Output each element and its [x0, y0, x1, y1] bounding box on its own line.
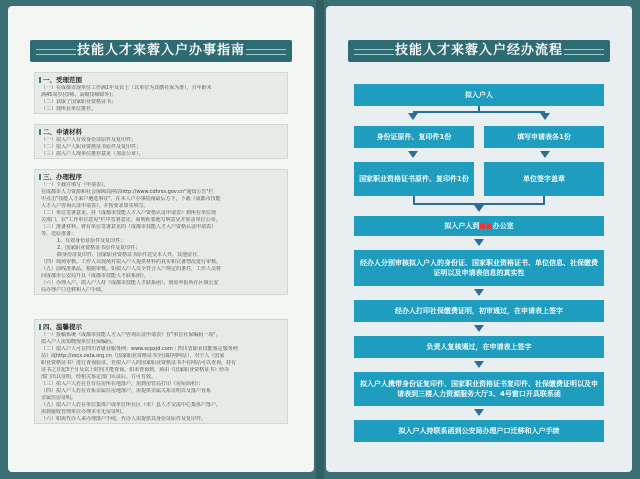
flow-arrow — [540, 151, 550, 158]
flow-step-text: 填写申请表各1份 — [517, 133, 571, 141]
section-line: （二）拟入户人可在四川省就业服务网：www.scpxjd.com｜四川省职业技能鉴定服务网 — [41, 346, 238, 352]
flow-step-text: 国家职业资格证书原件、复印件1份 — [359, 175, 469, 183]
decor-lines-left — [354, 49, 394, 55]
section-line: （三）现所在单位推荐。 — [41, 106, 97, 112]
section-line: （六）办理入户。拟入户人持《成都市技能人才联系函》，到原申报所在区域公安 — [41, 280, 219, 286]
section-marker — [39, 324, 41, 330]
section-marker — [39, 77, 41, 83]
section-line: （四）现场审核。工作人员现场对拟入户人提供材料的真实和完备情况进行审核。 — [41, 259, 222, 265]
flow-step-text: 拟入户人 — [465, 91, 493, 99]
flow-arrow — [540, 113, 550, 120]
flow-arrow — [408, 113, 418, 120]
section-line: 站）或http://zscx.osta.org.cn（国家职业资格证书全国联网网站），对个人《国家 — [41, 353, 225, 359]
section-line: （五）拟入户人若在单位集体户或单位所在区（市）县人才交流中心集体户落户， — [41, 402, 222, 408]
section-line: （三）拟入户人现单位推荐意见（加盖公章）。 — [41, 151, 144, 157]
section-line: 拟入户人需知晓现单位社保编码。 — [41, 339, 117, 345]
section-line: 中点击"技能人才来户遴选事宜"，在本人户办事指南最后方下，下载《成都市技能 — [41, 196, 221, 202]
section-heading: 四、温馨提示 — [43, 323, 82, 331]
section-line: 职业资格证书》进行查询验证。若拟入户人的国家职业资格证书不在网站可以查询，持有 — [41, 360, 237, 366]
section-procedure — [34, 169, 288, 295]
section-line: （五）前线准条品。根据审核，如拟入户人员全符合入户规定的条件，工作人员将 — [41, 266, 222, 272]
section-line: 等，送原准备： — [41, 231, 77, 237]
section-line: （四）拟入户人若在直系亲属住房地落户，需提供亲属关系证明以及落户直系 — [41, 388, 212, 394]
flow-connector — [413, 111, 545, 113]
flow-step-text: 负责人复核通过，在申请表上签字 — [426, 343, 532, 351]
section-line: （三）拟入户人若在自有住房所在地落户，需到房管局打印《房屋面积》； — [41, 381, 204, 387]
section-materials — [34, 124, 288, 159]
decor-lines-right — [564, 49, 604, 55]
flow-step-text: 拟入户人携带身份证复印件、国家职业资格证书复印件、社保缴费证明以及申请表到三楼人力资源服务大厅3、4号窗口开具联系函 — [360, 380, 598, 398]
guide-title: 技能人才来蓉入户办事指南 — [76, 43, 245, 58]
brochure-spine — [316, 0, 324, 479]
guide-title-banner — [30, 40, 292, 62]
flow-step-text: 拟入户人到 — [444, 222, 480, 230]
flow-arrow — [474, 325, 484, 332]
flow-step-print-sign — [354, 300, 604, 322]
flow-page — [326, 6, 632, 472]
section-line: （二）拟入户人职业资格证书原件及复印件； — [41, 144, 142, 150]
section-heading: 三、办理程序 — [43, 173, 82, 181]
decor-lines-left — [36, 49, 76, 55]
section-marker — [39, 129, 41, 135]
flow-arrow — [474, 205, 484, 212]
decor-lines-right — [246, 49, 286, 55]
flow-step-text: 办公室 — [492, 222, 514, 230]
flow-step-text: 经办人分别审核拟入户人的身份证、国家职业资格证书、单位信息、社保缴费证明以及申请表信息的真实性 — [360, 259, 598, 277]
section-scope — [34, 72, 288, 114]
section-line: 1、有效身份证原件及复印件； — [57, 238, 126, 244]
flow-title: 技能人才来蓉入户经办流程 — [394, 43, 563, 58]
flow-step-certificate — [354, 162, 474, 196]
section-heading: 一、受理范围 — [43, 76, 82, 84]
section-line: （二）获取了国家职业资格证书； — [41, 99, 117, 105]
flow-step-contact-letter — [354, 372, 604, 406]
flow-title-banner — [348, 40, 610, 62]
section-tips — [34, 319, 288, 424]
flow-step-go-office — [354, 216, 604, 236]
section-line: 向成都市公安局开具《成都市技能人才联系函》。 — [41, 273, 149, 279]
section-line: 需到接收管理单位办理本市无房证明。 — [41, 409, 127, 415]
flow-arrow — [474, 361, 484, 368]
flow-step-unit-stamp — [484, 162, 604, 196]
section-line: 2、国家职业资格证书原件及复印件； — [57, 245, 141, 251]
section-line: （一）在成都市现单位工作满1年及以上（以单位为其缴社保为准），且年龄未 — [41, 85, 212, 91]
flow-step-application-form — [484, 126, 604, 148]
flow-step-police-registration — [354, 420, 604, 442]
section-line: 人才入户咨询认证申请表》，并按要求如实填写。 — [41, 203, 149, 209]
section-line: （一）下载并填写《申请表》。 — [41, 182, 109, 188]
redacted-room-number: ■■ — [479, 222, 493, 230]
section-line: 除身份证复印件、国家职业资格证书原件送交本人外，其他留存。 — [57, 252, 203, 258]
flow-step-text: 经办人打印社保缴费证明，初审通过，在申请表上签字 — [395, 307, 563, 315]
section-line: 局办理户口迁移和入户手续。 — [41, 287, 107, 293]
section-line: 关部门，在"工作单位意见"栏中签署意见，简明扼要地写明意见并加盖单位公章。 — [41, 217, 221, 223]
section-line: （三）准备材料。将有单位签署意见的《成都市技能人才入户资格认证申请表》 — [41, 224, 217, 230]
section-line: 证书之日起3个月及以上时间才能查询。如未查询到，须由《国家职业资格证书》经办 — [41, 367, 230, 373]
section-line: （二）单位签署意见。持《成都市技能人才入户资格认证申请表》到所在单位现 — [41, 210, 217, 216]
flow-step-text: 拟入户人持联系函到公安局办理户口迁移和入户手续 — [398, 427, 560, 435]
section-line: 在成都市人力资源和社会保障局网站http://www.cdhrss.gov.cn"通知公告"栏 — [41, 189, 214, 195]
section-heading: 二、申请材料 — [43, 128, 82, 136]
flow-step-review — [354, 336, 604, 358]
flow-step-applicant — [354, 84, 604, 106]
flow-step-text: 身份证原件、复印件1份 — [376, 133, 452, 141]
guide-page — [8, 6, 314, 472]
section-line: 部门出具证明，经相关鉴定部门认证后，方可有效。 — [41, 374, 157, 380]
flow-arrow — [474, 409, 484, 416]
section-line: （一）拟入户人有效身份证原件及复印件； — [41, 137, 137, 143]
flow-arrow — [474, 289, 484, 296]
section-line: （六）如需代办人来办理落户手续，代办人需提供其身份证原件及复印件。 — [41, 416, 207, 422]
section-line: （一）投稿系统《成都市技能人才入户咨询认证申请表》有"单位社保编码一项"， — [41, 332, 221, 338]
section-line: 亲属住房证明。 — [41, 395, 77, 401]
flow-arrow — [474, 239, 484, 246]
flow-step-text: 单位签字盖章 — [523, 175, 565, 183]
section-line: 满45周岁(技师、高级技师除外)； — [41, 92, 117, 98]
section-marker — [39, 174, 41, 180]
flow-step-verify — [354, 250, 604, 286]
flow-step-id-card — [354, 126, 474, 148]
flow-arrow — [408, 151, 418, 158]
